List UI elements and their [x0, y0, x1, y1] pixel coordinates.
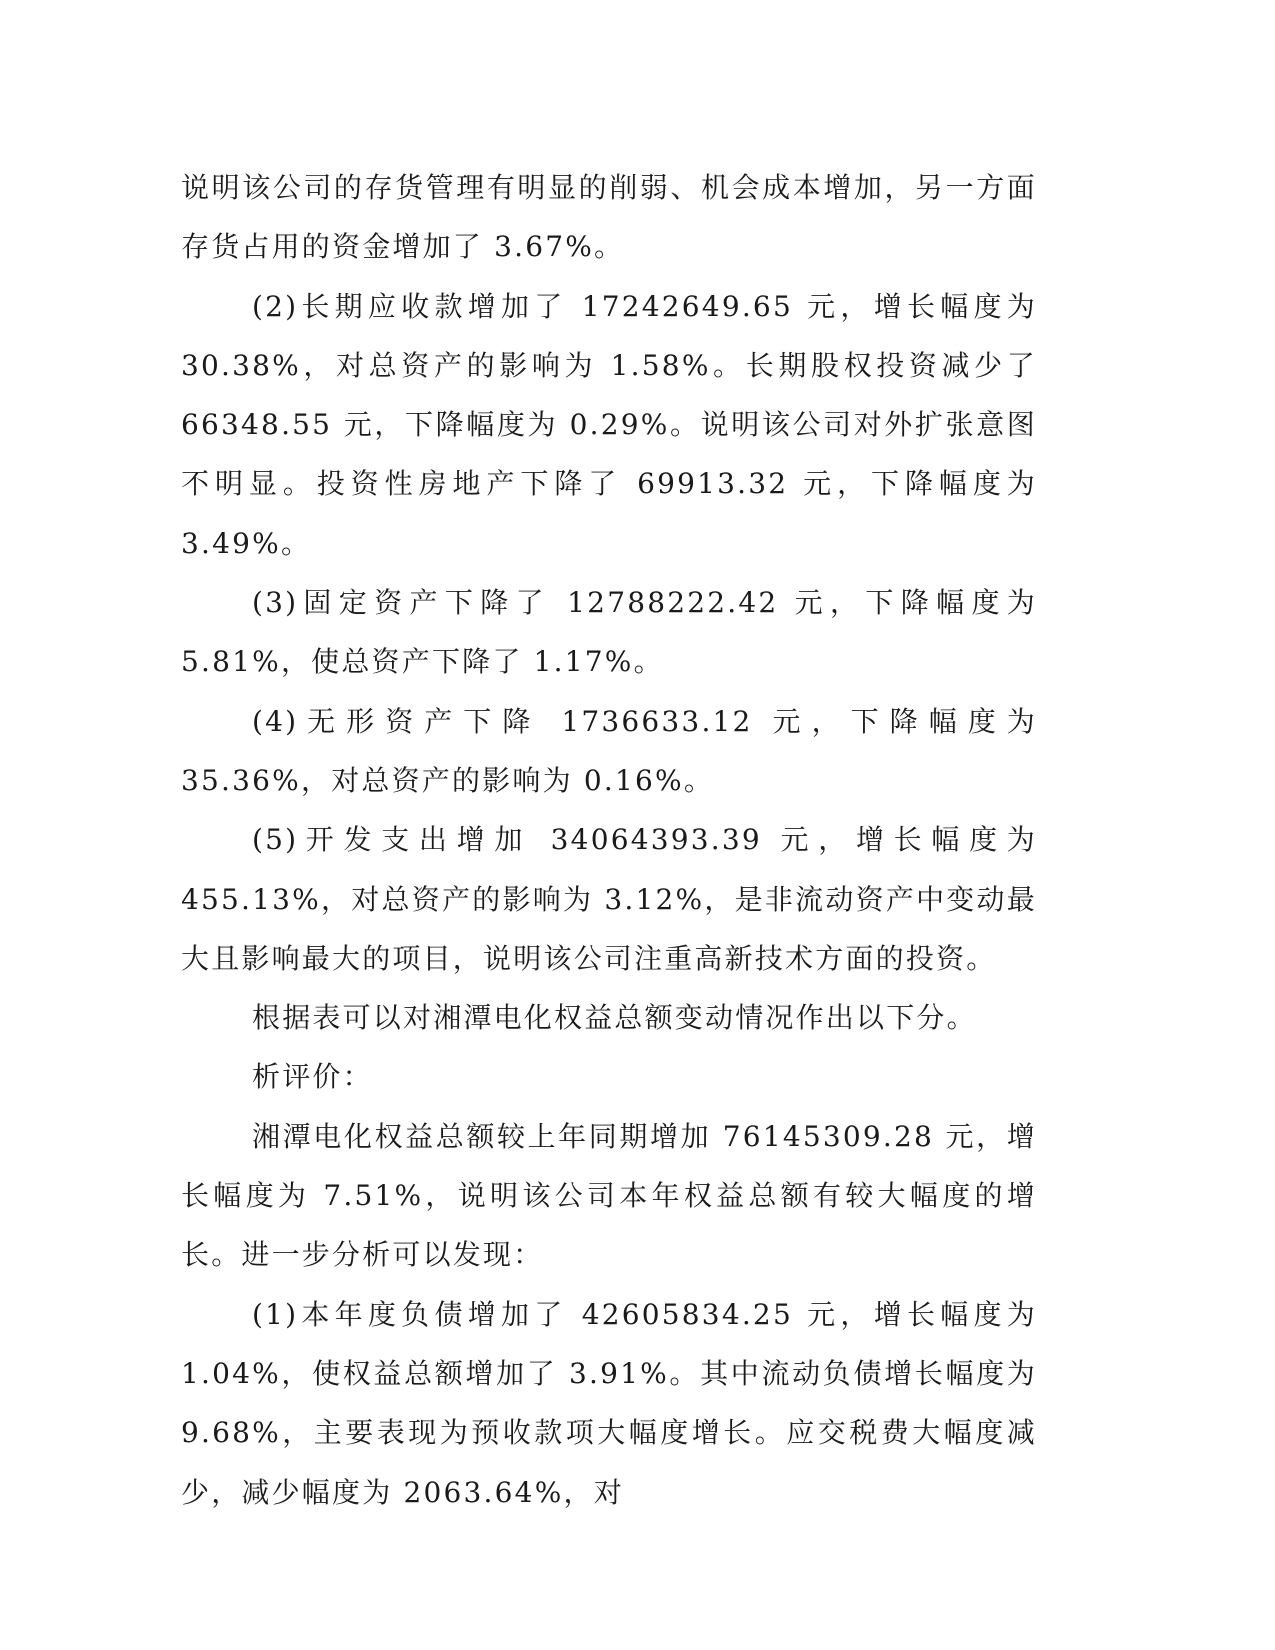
paragraph-liabilities-change: (1)本年度负债增加了 42605834.25 元，增长幅度为 1.04%，使权益总额增加了 3.91%。其中流动负债增长幅度为 9.68%，主要表现为预收款项大幅度增长。应交税费大幅度减少，减少幅度为 2063.64%，对	[181, 1297, 1037, 1509]
body-text	[181, 158, 1037, 1522]
paragraph-intangible-assets: (4)无形资产下降 1736633.12 元，下降幅度为 35.36%，对总资产的影响为 0.16%。	[181, 704, 1037, 797]
paragraph-inventory-summary: 说明该公司的存货管理有明显的削弱、机会成本增加，另一方面存货占用的资金增加了 3.67%。	[181, 171, 1037, 264]
paragraph-equity-total-change: 湘潭电化权益总额较上年同期增加 76145309.28 元，增长幅度为 7.51%，说明该公司本年权益总额有较大幅度的增长。进一步分析可以发现：	[181, 1119, 1037, 1272]
paragraph-evaluation-heading: 析评价：	[252, 1060, 373, 1094]
paragraph-long-term-receivables: (2)长期应收款增加了 17242649.65 元，增长幅度为 30.38%，对总资产的影响为 1.58%。长期股权投资减少了 66348.55 元，下降幅度为 0.29%。说明该公司对外扩张意图不明显。投资性房地产下降了 69913.32 元，下降幅度为 3.49%。	[181, 289, 1037, 560]
paragraph-development-expenditure: (5)开发支出增加 34064393.39 元，增长幅度为 455.13%，对总资产的影响为 3.12%，是非流动资产中变动最大且影响最大的项目，说明该公司注重高新技术方面的投资。	[181, 823, 1037, 975]
paragraph-fixed-assets: (3)固定资产下降了 12788222.42 元，下降幅度为 5.81%，使总资产下降了 1.17%。	[181, 586, 1037, 679]
paragraph-equity-analysis-intro: 根据表可以对湘潭电化权益总额变动情况作出以下分。	[252, 1001, 977, 1035]
